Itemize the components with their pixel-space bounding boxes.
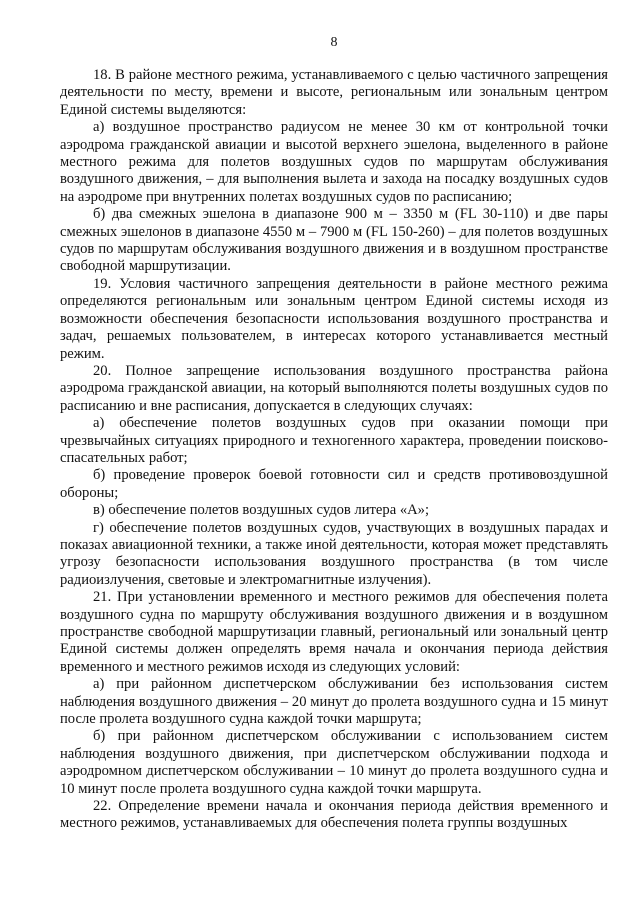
document-body	[60, 67, 608, 833]
page-number: 8	[330, 35, 338, 50]
paragraph-22: 22. Определение времени начала и окончания периода действия временного и местного режимов, устанавливаемых для обеспечения полета группы воздушных	[60, 798, 608, 832]
paragraph-18-b: б) два смежных эшелона в диапазоне 900 м – 3350 м (FL 30-110) и две пары смежных эшелонов в диапазоне 4550 м – 7900 м (FL 150-260) – для полетов воздушных судов по маршрутам обслуживания воздушного движения и в воздушном пространстве свободной маршрутизации.	[60, 206, 608, 275]
paragraph-21-a: а) при районном диспетчерском обслуживании без использования систем наблюдения воздушного движения – 20 минут до пролета воздушного судна и 15 минут после пролета воздушного судна каждой точки маршрута;	[60, 676, 608, 728]
paragraph-20-g: г) обеспечение полетов воздушных судов, участвующих в воздушных парадах и показах авиационной техники, а также иной деятельности, которая может представлять угрозу безопасности использования воздушного пространства (в том числе радиоизлучения, световые и электромагнитные излучения).	[60, 519, 608, 588]
paragraph-18: 18. В районе местного режима, устанавливаемого с целью частичного запрещения деятельности по месту, времени и высоте, региональным или зональным центром Единой системы выделяются:	[60, 67, 608, 118]
paragraph-20-a: а) обеспечение полетов воздушных судов при оказании помощи при чрезвычайных ситуациях природного и техногенного характера, проведении поисково-спасательных работ;	[60, 415, 608, 466]
paragraph-21: 21. При установлении временного и местного режимов для обеспечения полета воздушного судна по маршруту обслуживания воздушного движения и в воздушном пространстве свободной маршрутизации главный, региональный или зональный центр Единой системы должен определять время начала и окончания периода действия временного и местного режимов исходя из следующих условий:	[60, 589, 608, 675]
paragraph-19: 19. Условия частичного запрещения деятельности в районе местного режима определяются региональным или зональным центром Единой системы исходя из возможности обеспечения безопасности использования воздушного пространства и задач, решаемых пользователем, в интересах которого устанавливается местный режим.	[60, 275, 608, 362]
document-page	[60, 0, 608, 902]
paragraph-21-b: б) при районном диспетчерском обслуживании с использованием систем наблюдения воздушного движения, при диспетчерском обслуживании подхода и аэродромном диспетчерском обслуживании – 10 минут до пролета воздушного судна и 10 минут после пролета воздушного судна каждой точки маршрута.	[60, 728, 608, 797]
paragraph-20: 20. Полное запрещение использования воздушного пространства района аэродрома гражданской авиации, на который выполняются полеты воздушных судов по расписанию и вне расписания, допускается в следующих случаях:	[60, 362, 608, 414]
paragraph-20-b: б) проведение проверок боевой готовности сил и средств противовоздушной обороны;	[60, 467, 608, 501]
paragraph-18-a: а) воздушное пространство радиусом не менее 30 км от контрольной точки аэродрома гражданской авиации и высотой верхнего эшелона, выделенного в районе местного режима для полетов воздушных судов по маршрутам обслуживания воздушного движения, – для выполнения вылета и захода на посадку воздушных судов на аэродроме при внутренних полетах воздушных судов по расписанию;	[60, 119, 608, 205]
paragraph-20-v: в) обеспечение полетов воздушных судов литера «А»;	[93, 502, 430, 519]
